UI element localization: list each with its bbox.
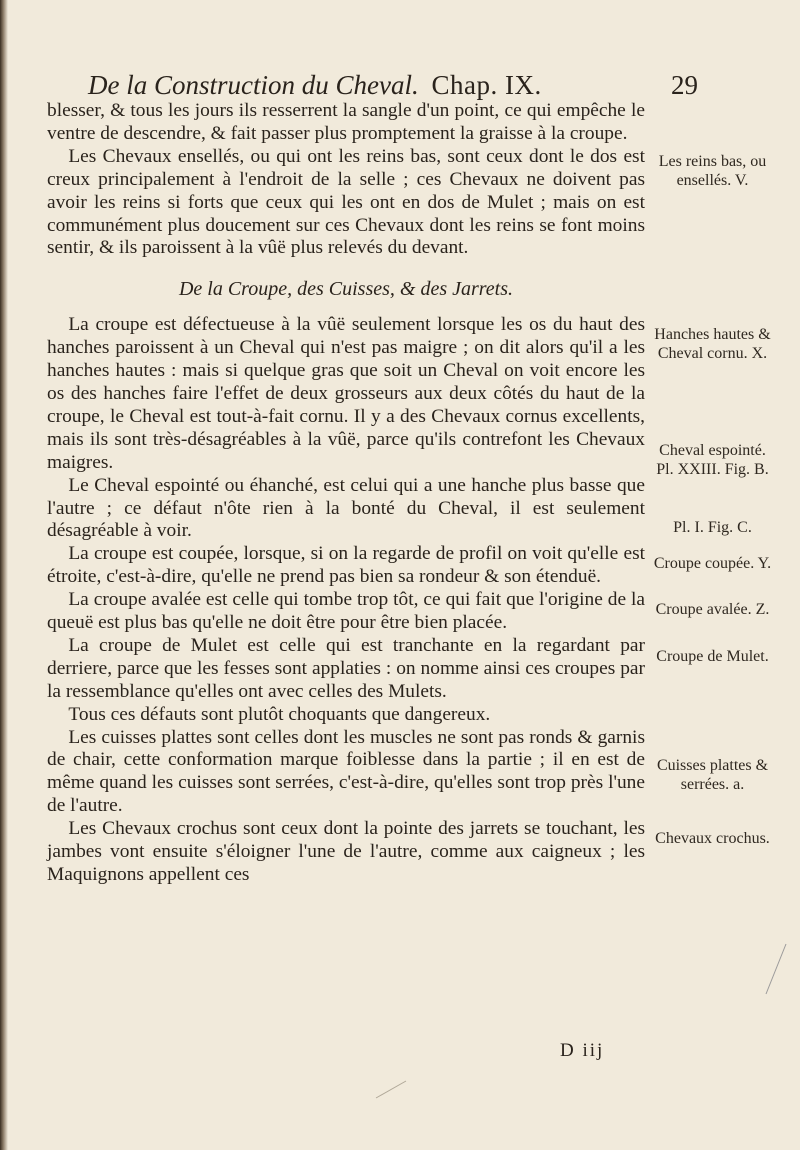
margin-note-plate: Pl. I. Fig. C. <box>673 519 752 536</box>
paragraph-3: La croupe est défectueuse à la vûë seulement lorsque les os du haut des hanches paroissent à un Cheval qui n'est pas maigre ; on dit alors qu'il a les hanches hautes : mais si quelque gras que soit un Cheval on voit encore les os des hanches faire l'effet de deux grosseurs aux deux côtés du haut de la croupe, le Cheval est tout-à-fait cornu. Il y a des Chevaux cornus excellents, mais ils sont très-désagréables à la vûë, parce qu'ils contrefont les Chevaux maigres. <box>47 314 645 473</box>
paragraph-7: La croupe de Mulet est celle qui est tranchante en la regardant par derriere, parce que les fesses sont applaties : on nomme ainsi ces croupes par la ressemblance qu'elles ont avec celles des Mulets. <box>47 634 645 702</box>
paragraph-9: Les cuisses plattes sont celles dont les muscles ne sont pas ronds & garnis de chair, cette conformation marque foiblesse dans la partie ; il en est de même quand les cuisses sont serrées, c'est-à-dire, qu'elles sont trop près l'une de l'autre. <box>47 726 645 817</box>
main-text <box>47 100 645 887</box>
margin-note-cuisses: Cuisses plattes & serrées. a. <box>656 757 769 793</box>
section-title: De la Croupe, des Cuisses, & des Jarrets. <box>178 278 514 301</box>
binding-shadow <box>0 0 8 1150</box>
paragraph-10: Les Chevaux crochus sont ceux dont la pointe des jarrets se touchant, les jambes vont ensuite s'éloigner l'une de l'autre, comme aux caigneux ; les Maquignons appellent ces <box>47 818 645 885</box>
paragraph-4: Le Cheval espointé ou éhanché, est celui qui a une hanche plus basse que l'autre ; ce défaut n'ôte rien à la bonté du Cheval, il est seulement désagréable à voir. <box>47 474 645 542</box>
chapter-label: Chap. IX. <box>431 70 542 100</box>
margin-note-coupee: Croupe coupée. Y. <box>653 555 772 572</box>
paragraph-2: Les Chevaux ensellés, ou qui ont les reins bas, sont ceux dont le dos est creux principalement à l'endroit de la selle ; ces Chevaux ne doivent pas avoir les reins si forts que ceux qui les ont en dos de Mulet ; mais on est communément plus doucement sur ces Chevaux dont les reins se font moins sentir, & ils paroissent à la vûë plus relevés du devant. <box>47 145 645 259</box>
running-title: De la Construction du Cheval. <box>88 70 419 100</box>
margin-note-espointe: Cheval espointé. Pl. XXIII. Fig. B. <box>656 442 769 478</box>
paragraph-5: La croupe est coupée, lorsque, si on la regarde de profil on voit qu'elle est étroite, c'est-à-dire, qu'elle ne prend pas bien sa rondeur & son étenduë. <box>47 543 645 588</box>
paragraph-1: blesser, & tous les jours ils resserrent la sangle d'un point, ce qui empêche le ventre de descendre, & fait passer plus promptement la graisse à la croupe. <box>47 100 645 144</box>
catchword: D iij <box>560 1040 605 1061</box>
pencil-mark <box>760 940 790 1000</box>
margin-note-avalee: Croupe avalée. Z. <box>655 601 770 618</box>
paragraph-8: Tous ces défauts sont plutôt choquants que dangereux. <box>68 703 491 725</box>
margin-note-crochus: Chevaux crochus. <box>655 830 770 847</box>
margin-note-mulet: Croupe de Mulet. <box>656 648 769 665</box>
margin-note-reins: Les reins bas, ou ensellés. V. <box>658 153 767 189</box>
paragraph-6: La croupe avalée est celle qui tombe trop tôt, ce qui fait que l'origine de la queuë est plus bas qu'elle ne doit être pour être bien placée. <box>47 589 645 634</box>
page-number: 29 <box>671 70 698 100</box>
margin-note-hanches: Hanches hautes & Cheval cornu. X. <box>654 326 771 362</box>
pencil-mark-bottom <box>370 1078 410 1102</box>
running-head <box>88 70 698 101</box>
